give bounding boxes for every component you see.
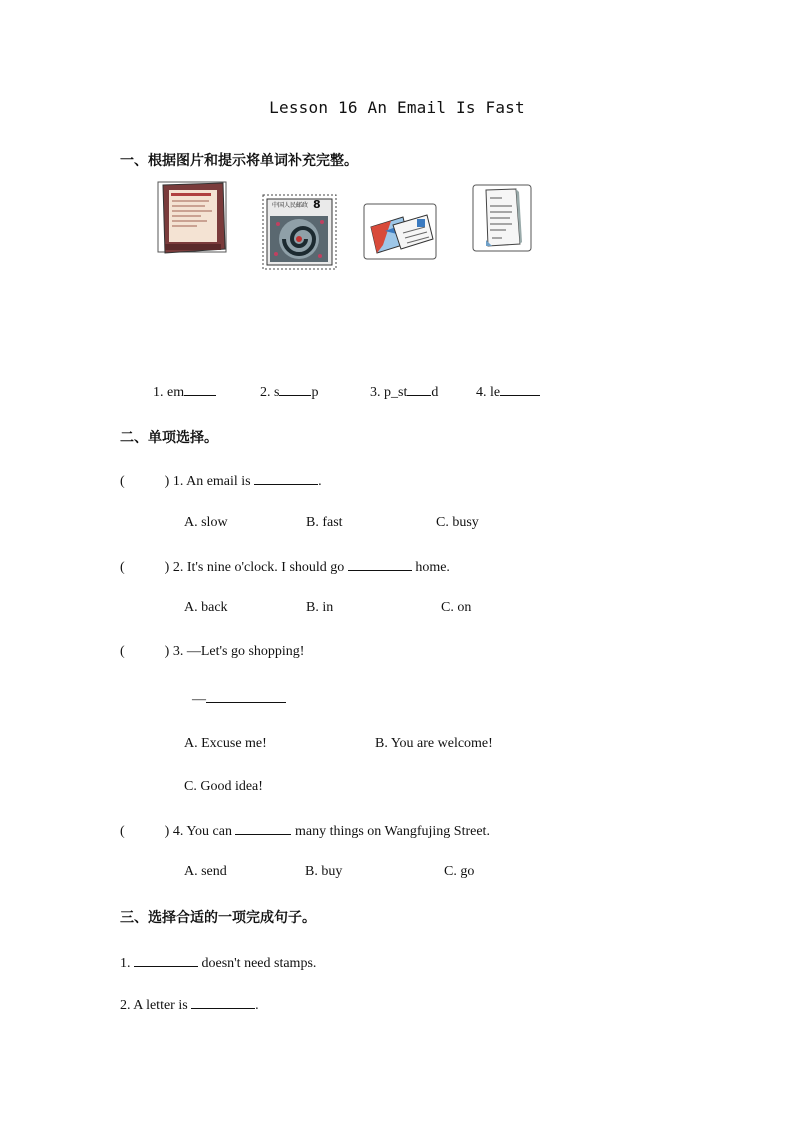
option-a: A. Excuse me!	[184, 736, 267, 751]
option-b: B. You are welcome!	[375, 736, 493, 751]
word-item-1: 1. em	[153, 383, 216, 401]
word-item-2: 2. s p	[260, 385, 319, 400]
answer-blank[interactable]	[407, 383, 431, 396]
postcard-icon	[363, 203, 438, 261]
answer-blank[interactable]	[235, 822, 291, 835]
stamp-text: 中国人民邮政	[272, 202, 309, 209]
sentence-1: 1. doesn't need stamps.	[120, 956, 317, 971]
sentence-2: 2. A letter is .	[120, 998, 259, 1013]
option-b: B. buy	[305, 864, 343, 879]
option-b: B. fast	[306, 515, 343, 530]
reply-line: —	[192, 690, 286, 708]
answer-blank[interactable]	[134, 954, 198, 967]
page-title: Lesson 16 An Email Is Fast	[269, 98, 525, 117]
answer-blank[interactable]	[500, 383, 540, 396]
answer-blank[interactable]	[184, 383, 216, 396]
question-1: ( ) 1. An email is .	[120, 474, 322, 489]
question-2: ( ) 2. It's nine o'clock. I should go home.	[120, 560, 450, 575]
option-c: C. Good idea!	[184, 779, 263, 794]
option-a: A. send	[184, 864, 227, 879]
word-item-4: 4. le	[476, 383, 540, 401]
section-1-heading: 一、根据图片和提示将单词补充完整。	[120, 153, 358, 169]
answer-blank[interactable]	[348, 558, 412, 571]
question-4: ( ) 4. You can many things on Wangfujing Street.	[120, 824, 490, 839]
section-2-heading: 二、单项选择。	[120, 430, 218, 446]
option-c: C. busy	[436, 515, 479, 530]
letter-icon	[472, 184, 533, 253]
section-3-heading: 三、选择合适的一项完成句子。	[120, 910, 316, 926]
computer-screen-icon	[157, 181, 229, 255]
option-c: C. on	[441, 600, 472, 615]
answer-blank[interactable]	[191, 996, 255, 1009]
option-a: A. back	[184, 600, 228, 615]
stamp-value: 8	[313, 198, 321, 211]
stamp-icon	[262, 194, 337, 270]
answer-blank[interactable]	[254, 472, 318, 485]
answer-blank[interactable]	[279, 383, 311, 396]
answer-blank[interactable]	[206, 690, 286, 703]
option-a: A. slow	[184, 515, 228, 530]
word-item-3: 3. p_st d	[370, 385, 439, 400]
option-b: B. in	[306, 600, 334, 615]
question-3: ( ) 3. —Let's go shopping!	[120, 644, 305, 659]
option-c: C. go	[444, 864, 475, 879]
